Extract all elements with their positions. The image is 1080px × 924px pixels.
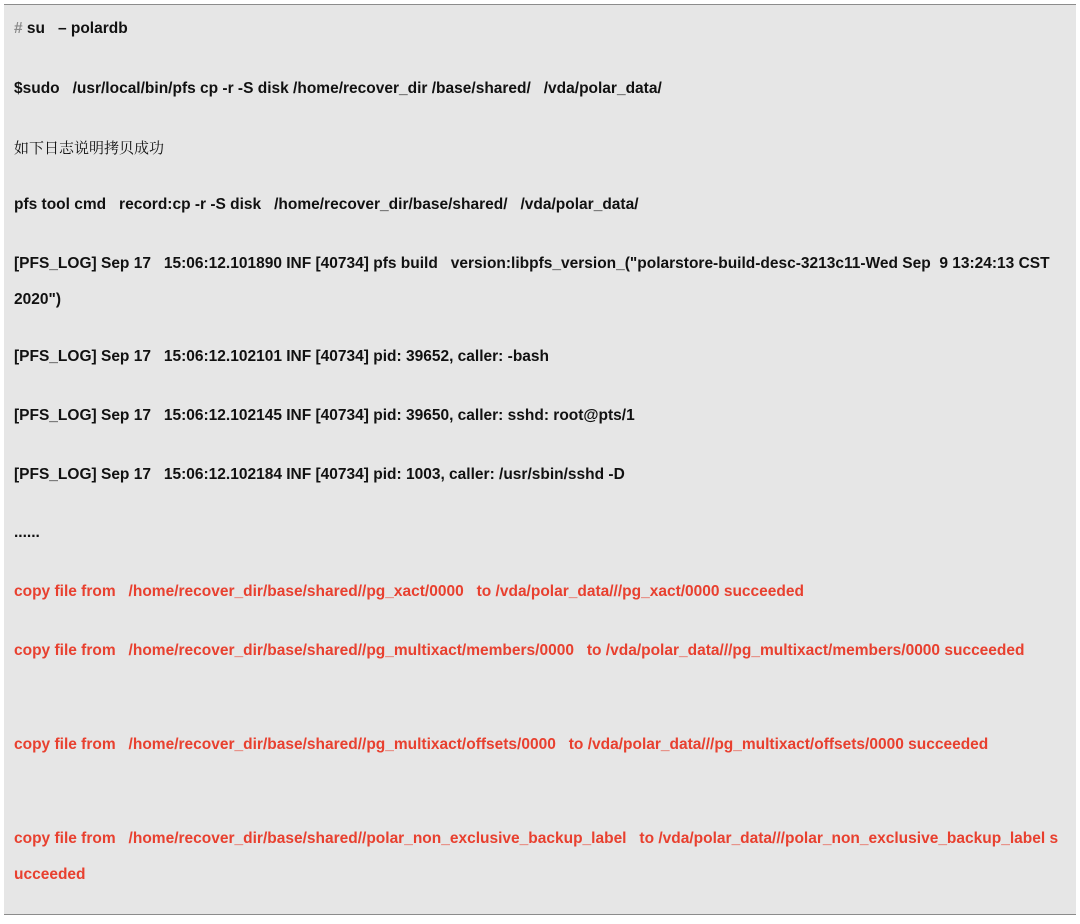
copy-result-line: copy file from /home/recover_dir/base/shared//pg_multixact/members/0000 to /vda/polar_data///pg_multixact/members/0000 succeeded [14,642,1025,659]
su-command: su – polardb [22,20,128,37]
pfs-log-line: [PFS_LOG] Sep 17 15:06:12.102101 INF [40734] pid: 39652, caller: -bash [14,348,549,365]
sudo-command-line: $sudo /usr/local/bin/pfs cp -r -S disk /home/recover_dir /base/shared/ /vda/polar_data/ [14,80,662,97]
success-note: 如下日志说明拷贝成功 [14,139,165,157]
ellipsis-line: ...... [14,524,40,541]
copy-result-line: copy file from /home/recover_dir/base/shared//pg_xact/0000 to /vda/polar_data///pg_xact/0000 succeeded [14,583,804,600]
code-block [4,4,1076,915]
prompt-hash: # [14,20,23,37]
tool-record-line: pfs tool cmd record:cp -r -S disk /home/recover_dir/base/shared/ /vda/polar_data/ [14,196,639,213]
copy-result-line: copy file from /home/recover_dir/base/shared//pg_multixact/offsets/0000 to /vda/polar_data///pg_multixact/offsets/0000 succeeded [14,736,989,753]
su-command-line [14,11,1066,47]
pfs-log-line: [PFS_LOG] Sep 17 15:06:12.102145 INF [40734] pid: 39650, caller: sshd: root@pts/1 [14,407,635,424]
pfs-log-line: [PFS_LOG] Sep 17 15:06:12.101890 INF [40734] pfs build version:libpfs_version_("polarstore-build-desc-3213c11-Wed Sep 9 13:24:13 CST 2020") [14,255,1054,308]
copy-result-line: copy file from /home/recover_dir/base/shared//polar_non_exclusive_backup_label to /vda/polar_data///polar_non_exclusive_backup_label succeeded [14,830,1059,883]
pfs-log-line: [PFS_LOG] Sep 17 15:06:12.102184 INF [40734] pid: 1003, caller: /usr/sbin/sshd -D [14,466,625,483]
